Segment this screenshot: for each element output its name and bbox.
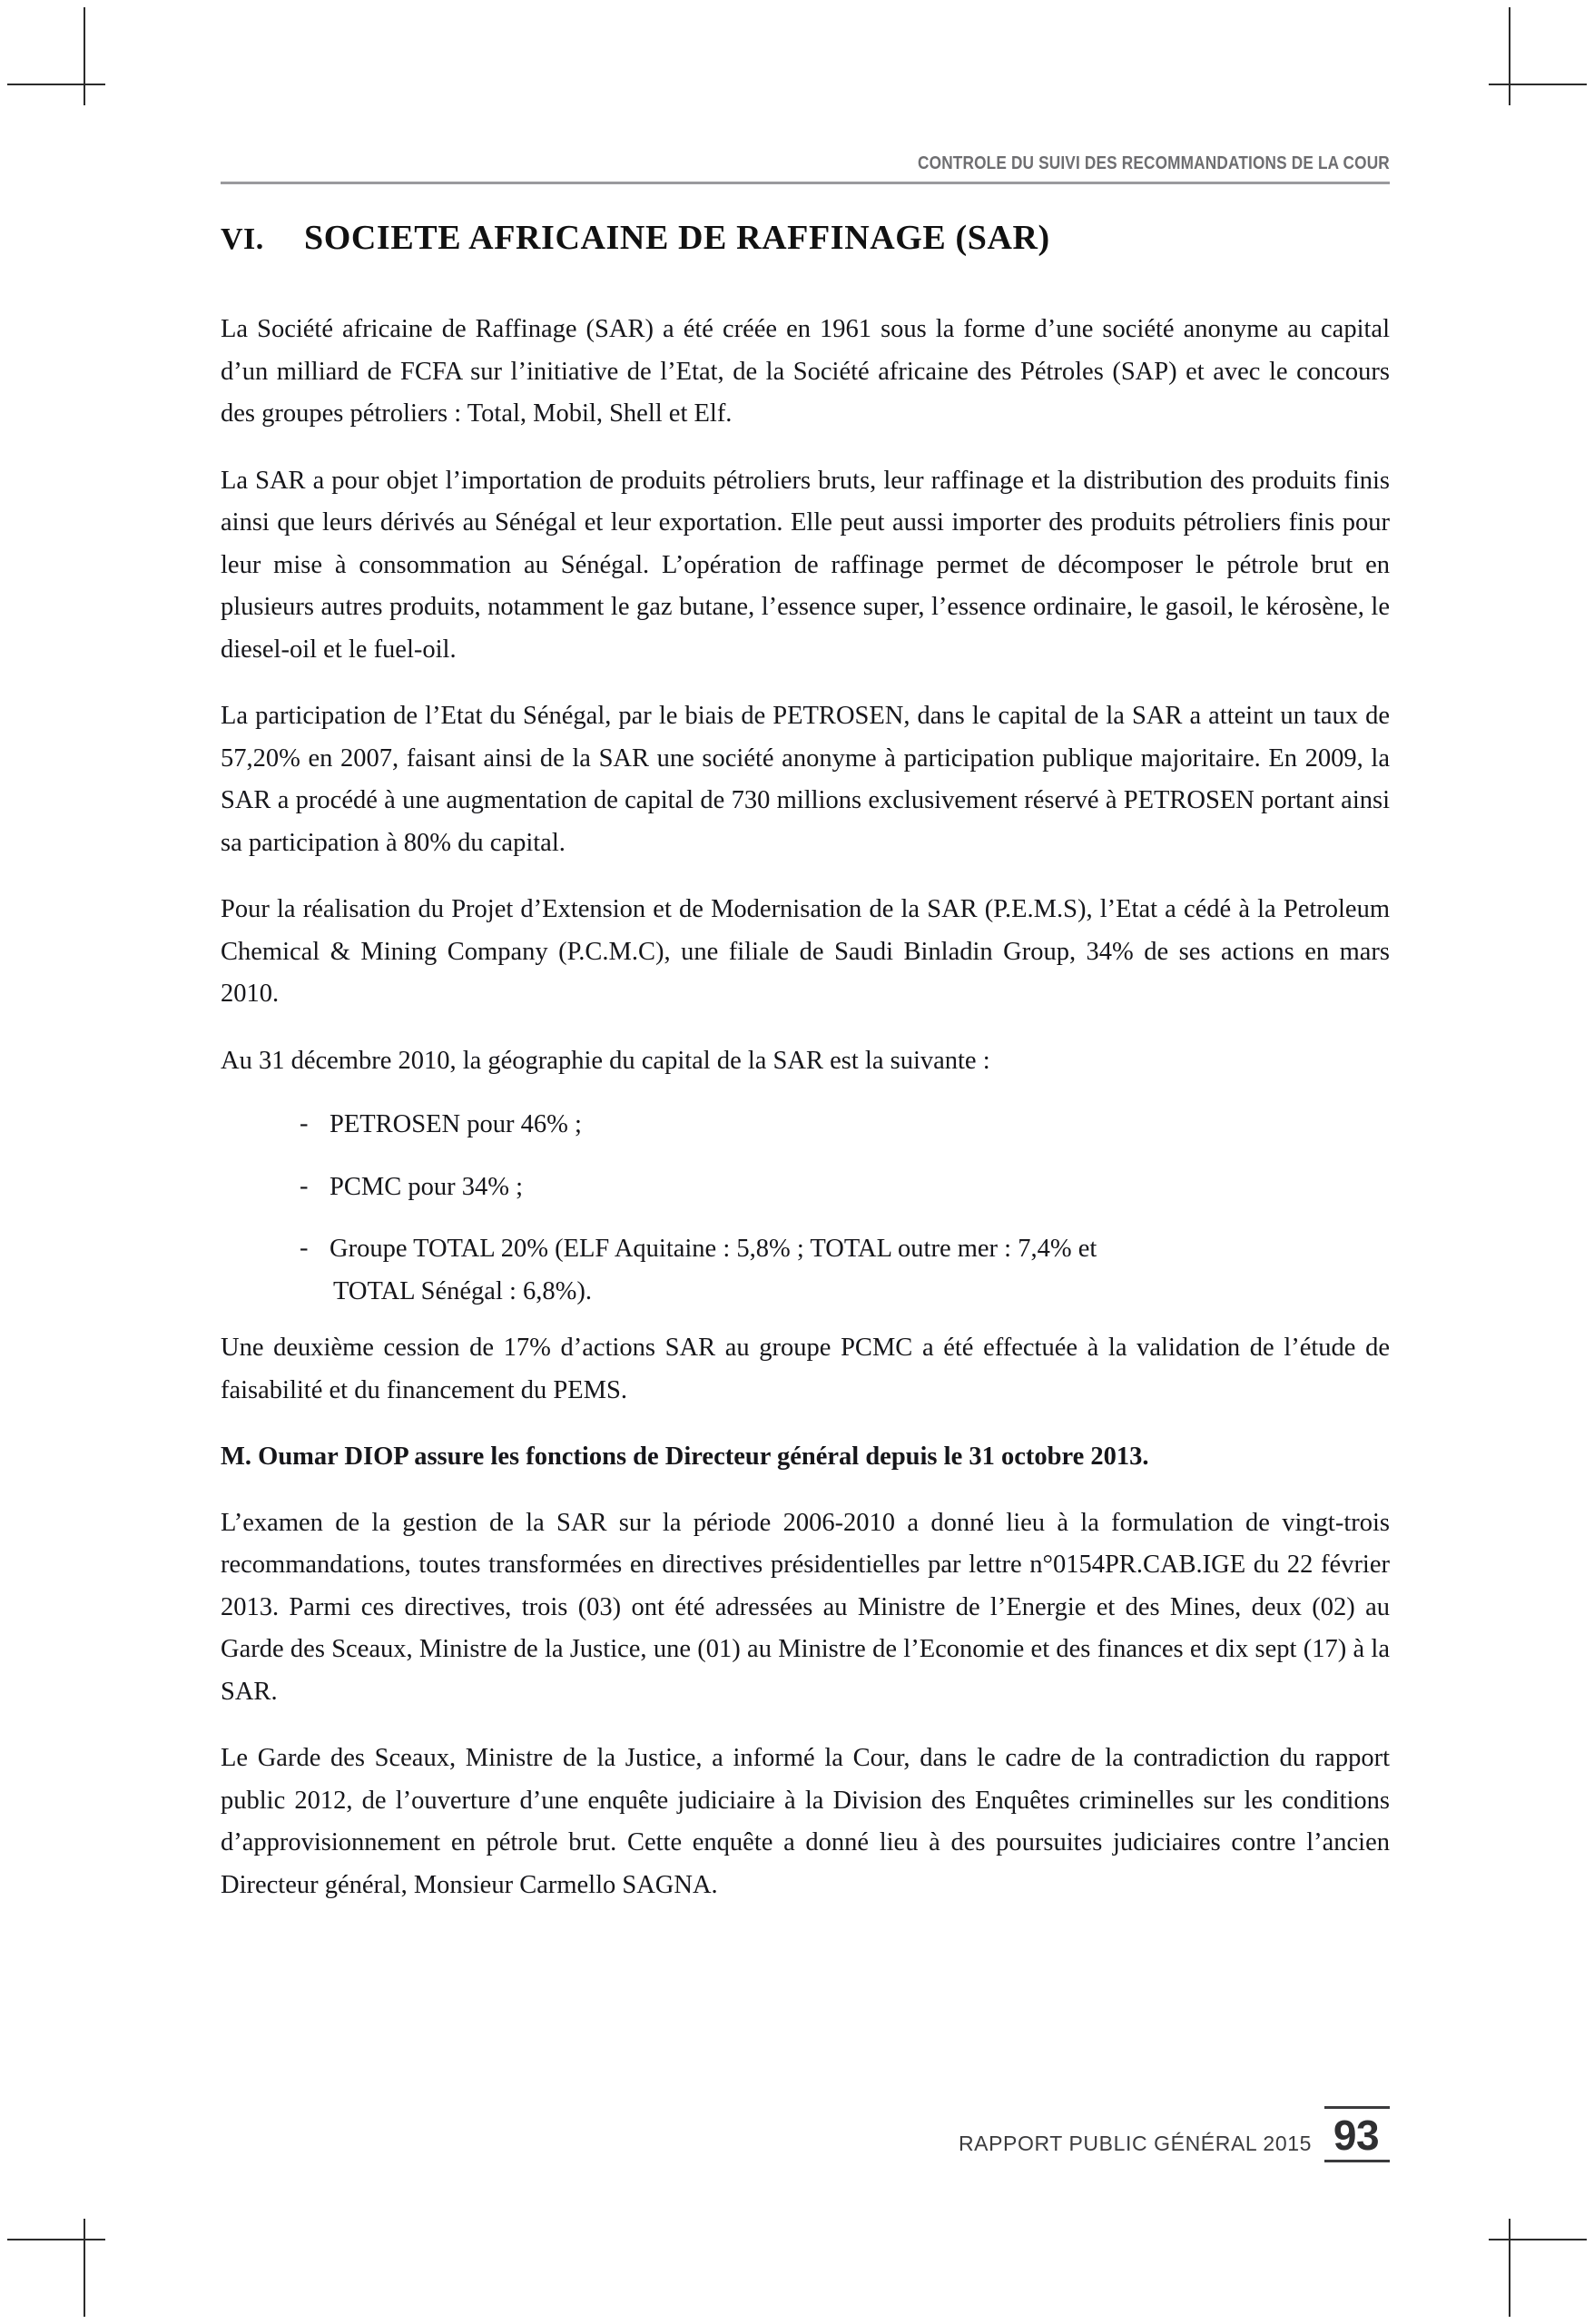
list-item [221,1104,1390,1147]
bullet-dash-icon: - [300,1234,309,1262]
paragraph-directeur-general: M. Oumar DIOP assure les fonctions de Directeur général depuis le 31 octobre 2013. [221,1443,1149,1471]
page-footer [959,2106,1390,2162]
crop-mark-top-left-vertical [84,7,85,105]
paragraph-recommandations: L’examen de la gestion de la SAR sur la période 2006-2010 a donné lieu à la formulation de vingt-trois recommandations, toutes transformées en directives présidentielles par lettre n°0154PR.CAB.IGE du 22 février 2013. Parmi ces directives, trois (03) ont été adressées au Ministre de l’Energie et des Mines, deux (02) au Garde des Sceaux, Ministre de la Justice, une (01) au Ministre de l’Economie et des finances et dix sept (17) à la SAR. [221,1508,1390,1706]
document-body [221,309,1390,1931]
paragraph-deuxieme-cession: Une deuxième cession de 17% d’actions SAR au groupe PCMC a été effectuée à la validation de l’étude de faisabilité et du financement du PEMS. [221,1334,1390,1404]
list-item-label: Groupe TOTAL 20% (ELF Aquitaine : 5,8% ; TOTAL outre mer : 7,4% et [330,1235,1097,1263]
running-header [221,153,1390,174]
crop-mark-top-right-vertical [1509,7,1510,105]
page-number-box [1323,2106,1390,2162]
crop-mark-bottom-left-horizontal [7,2239,105,2240]
capital-breakdown-list [221,1104,1390,1313]
page-number: 93 [1333,2112,1380,2159]
paragraph-garde-des-sceaux: Le Garde des Sceaux, Ministre de la Justice, a informé la Cour, dans le cadre de la contradiction du rapport public 2012, de l’ouverture d’une enquête judiciaire à la Division des Enquêtes criminelles sur les conditions d’approvisionnement en pétrole brut. Cette enquête a donné lieu à des poursuites judiciaires contre l’ancien Directeur général, Monsieur Carmello SAGNA. [221,1744,1390,1899]
footer-publication-title: RAPPORT PUBLIC GÉNÉRAL 2015 [958,2132,1312,2155]
crop-mark-top-left-horizontal [7,84,105,85]
paragraph-participation-etat: La participation de l’Etat du Sénégal, par le biais de PETROSEN, dans le capital de la SAR a atteint un taux de 57,20% en 2007, faisant ainsi de la SAR une société anonyme à participation publique majoritaire. En 2009, la SAR a procédé à une augmentation de capital de 730 millions exclusivement réservé à PETROSEN portant ainsi sa participation à 80% du capital. [221,702,1390,857]
list-item-label: PCMC pour 34% ; [330,1172,523,1201]
list-item-continuation: TOTAL Sénégal : 6,8%). [333,1276,593,1305]
crop-mark-top-right-horizontal [1489,84,1587,85]
bullet-dash-icon: - [300,1109,309,1137]
list-item [221,1228,1390,1313]
section-number: VI. [221,222,264,256]
page-title: SOCIETE AFRICAINE DE RAFFINAGE (SAR) [304,219,1050,257]
list-item-label: PETROSEN pour 46% ; [330,1110,582,1138]
crop-mark-bottom-right-horizontal [1489,2239,1587,2240]
bullet-dash-icon: - [300,1171,309,1200]
paragraph-capital-intro: Au 31 décembre 2010, la géographie du capital de la SAR est la suivante : [221,1046,990,1075]
paragraph-objet: La SAR a pour objet l’importation de produits pétroliers bruts, leur raffinage et la distribution des produits finis ainsi que leurs dérivés au Sénégal et leur exportation. Elle peut aussi importer des produits pétroliers finis pour leur mise à consommation au Sénégal. L’opération de raffinage permet de décomposer le pétrole brut en plusieurs autres produits, notamment le gaz butane, l’essence super, l’essence ordinaire, le gasoil, le kérosène, le diesel-oil et le fuel-oil. [221,466,1390,664]
running-header-title: CONTROLE DU SUIVI DES RECOMMANDATIONS DE LA COUR [918,153,1390,173]
paragraph-intro: La Société africaine de Raffinage (SAR) a été créée en 1961 sous la forme d’une société anonyme au capital d’un milliard de FCFA sur l’initiative de l’Etat, de la Société africaine des Pétroles (SAP) et avec le concours des groupes pétroliers : Total, Mobil, Shell et Elf. [221,315,1390,428]
section-title [221,218,1390,258]
list-item [221,1167,1390,1209]
crop-mark-bottom-right-vertical [1509,2219,1510,2317]
crop-mark-bottom-left-vertical [84,2219,85,2317]
paragraph-pems: Pour la réalisation du Projet d’Extension et de Modernisation de la SAR (P.E.M.S), l’Etat a cédé à la Petroleum Chemical & Mining Company (P.C.M.C), une filiale de Saudi Binladin Group, 34% de ses actions en mars 2010. [221,895,1390,1008]
header-divider [221,182,1390,184]
